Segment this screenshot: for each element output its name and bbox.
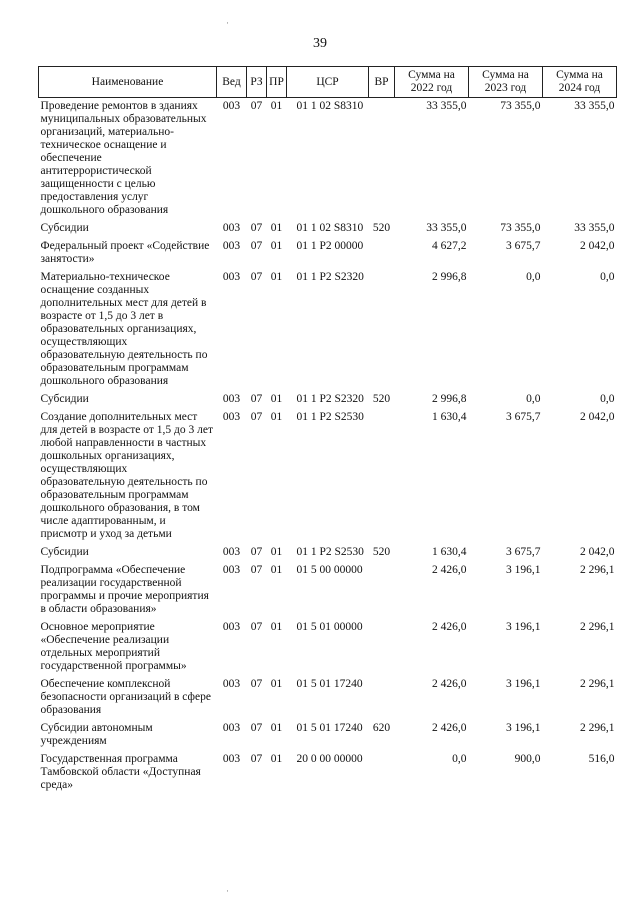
cell-rz: 07 [250, 240, 263, 252]
table-row [39, 391, 617, 409]
cell-pr: 01 [270, 222, 283, 234]
cell-sum-2024: 2 042,0 [580, 240, 615, 252]
cell-ved: 003 [222, 753, 241, 765]
cell-pr: 01 [270, 393, 283, 405]
cell-ved: 003 [222, 271, 241, 283]
cell-sum-2022: 2 996,8 [432, 393, 467, 405]
cell-name: Проведение ремонтов в зданиях муниципальных образовательных организаций, материально-техническое оснащение и обеспечение антитеррористической защищенности с целью предоставления услуг дошкольного образования [40, 100, 207, 216]
cell-ved: 003 [222, 546, 241, 558]
cell-vr: 620 [372, 722, 391, 734]
cell-sum-2022: 2 426,0 [432, 722, 467, 734]
cell-rz: 07 [250, 222, 263, 234]
header-ved: Вед [217, 67, 247, 98]
cell-name: Субсидии [40, 393, 89, 405]
cell-pr: 01 [270, 753, 283, 765]
cell-vr [369, 676, 395, 720]
table-row [39, 720, 617, 751]
cell-ved: 003 [222, 678, 241, 690]
cell-vr [369, 409, 395, 544]
scan-mark: · [226, 18, 229, 28]
table-row [39, 269, 617, 391]
cell-sum-2024: 0,0 [600, 271, 615, 283]
cell-vr [369, 269, 395, 391]
cell-ved: 003 [222, 222, 241, 234]
cell-sum-2023: 3 675,7 [506, 411, 541, 423]
cell-pr: 01 [270, 621, 283, 633]
cell-name: Субсидии [40, 546, 89, 558]
cell-sum-2024: 516,0 [588, 753, 615, 765]
header-sum-2024: Сумма на 2024 год [543, 67, 617, 98]
cell-ved: 003 [222, 393, 241, 405]
cell-csr: 20 0 00 00000 [296, 753, 363, 765]
cell-sum-2023: 73 355,0 [500, 100, 541, 112]
cell-rz: 07 [250, 411, 263, 423]
cell-sum-2022: 2 426,0 [432, 678, 467, 690]
cell-vr [369, 562, 395, 619]
cell-rz: 07 [250, 621, 263, 633]
table-row [39, 238, 617, 269]
cell-csr: 01 1 02 S8310 [296, 222, 364, 234]
cell-csr: 01 5 01 00000 [296, 621, 363, 633]
cell-csr: 01 1 Р2 S2530 [296, 546, 364, 558]
cell-rz: 07 [250, 100, 263, 112]
cell-sum-2022: 2 426,0 [432, 564, 467, 576]
cell-ved: 003 [222, 564, 241, 576]
cell-csr: 01 1 Р2 00000 [296, 240, 364, 252]
table-body [39, 98, 617, 796]
cell-sum-2024: 2 042,0 [580, 411, 615, 423]
cell-pr: 01 [270, 240, 283, 252]
table-row [39, 98, 617, 221]
table-row [39, 676, 617, 720]
cell-sum-2023: 3 675,7 [506, 240, 541, 252]
cell-sum-2024: 2 296,1 [580, 722, 615, 734]
header-name: Наименование [39, 67, 217, 98]
cell-csr: 01 5 00 00000 [296, 564, 363, 576]
header-sum-2022: Сумма на 2022 год [395, 67, 469, 98]
cell-sum-2023: 0,0 [526, 271, 541, 283]
cell-vr: 520 [372, 393, 391, 405]
scan-mark: · [226, 886, 229, 896]
cell-rz: 07 [250, 271, 263, 283]
cell-sum-2024: 2 042,0 [580, 546, 615, 558]
cell-sum-2022: 2 996,8 [432, 271, 467, 283]
cell-pr: 01 [270, 546, 283, 558]
cell-rz: 07 [250, 393, 263, 405]
cell-ved: 003 [222, 100, 241, 112]
cell-csr: 01 1 Р2 S2530 [296, 411, 364, 423]
header-pr: ПР [267, 67, 287, 98]
cell-sum-2022: 33 355,0 [426, 222, 467, 234]
cell-sum-2023: 3 675,7 [506, 546, 541, 558]
cell-sum-2023: 3 196,1 [506, 722, 541, 734]
cell-ved: 003 [222, 240, 241, 252]
cell-csr: 01 1 Р2 S2320 [296, 271, 364, 283]
budget-table [38, 66, 617, 795]
header-sum-2023: Сумма на 2023 год [469, 67, 543, 98]
header-csr: ЦСР [287, 67, 369, 98]
cell-vr [369, 238, 395, 269]
table-row [39, 220, 617, 238]
table-header-row [39, 67, 617, 98]
cell-sum-2022: 4 627,2 [432, 240, 467, 252]
cell-name: Создание дополнительных мест для детей в возрасте от 1,5 до 3 лет любой направленности в частных дошкольных организациях, осуществляющих образовательную деятельность по образовательным программам дошкольного образования, в том числе адаптированным, и присмотр и уход за детьми [40, 411, 213, 540]
cell-sum-2024: 2 296,1 [580, 621, 615, 633]
cell-csr: 01 1 02 S8310 [296, 100, 364, 112]
cell-name: Основное мероприятие «Обеспечение реализации отдельных мероприятий государственной программы» [40, 621, 187, 672]
header-rz: РЗ [247, 67, 267, 98]
cell-pr: 01 [270, 100, 283, 112]
table-row [39, 619, 617, 676]
cell-sum-2023: 3 196,1 [506, 564, 541, 576]
cell-sum-2024: 33 355,0 [574, 222, 615, 234]
cell-ved: 003 [222, 411, 241, 423]
cell-name: Субсидии автономным учреждениям [40, 722, 153, 747]
page-number: 39 [313, 36, 327, 51]
cell-rz: 07 [250, 546, 263, 558]
cell-name: Подпрограмма «Обеспечение реализации государственной программы и прочие мероприятия в области образования» [40, 564, 209, 615]
cell-vr: 520 [372, 546, 391, 558]
cell-name: Субсидии [40, 222, 89, 234]
table-row [39, 409, 617, 544]
cell-sum-2024: 33 355,0 [574, 100, 615, 112]
cell-vr [369, 98, 395, 221]
cell-csr: 01 1 Р2 S2320 [296, 393, 364, 405]
cell-pr: 01 [270, 678, 283, 690]
cell-ved: 003 [222, 621, 241, 633]
cell-pr: 01 [270, 564, 283, 576]
cell-csr: 01 5 01 17240 [296, 722, 363, 734]
cell-rz: 07 [250, 564, 263, 576]
cell-sum-2022: 33 355,0 [426, 100, 467, 112]
cell-pr: 01 [270, 411, 283, 423]
cell-name: Федеральный проект «Содействие занятости» [40, 240, 210, 265]
cell-vr [369, 751, 395, 795]
cell-name: Государственная программа Тамбовской области «Доступная среда» [40, 753, 201, 791]
cell-rz: 07 [250, 722, 263, 734]
cell-sum-2023: 3 196,1 [506, 678, 541, 690]
cell-ved: 003 [222, 722, 241, 734]
cell-sum-2024: 2 296,1 [580, 678, 615, 690]
cell-sum-2022: 0,0 [452, 753, 467, 765]
cell-rz: 07 [250, 753, 263, 765]
cell-pr: 01 [270, 271, 283, 283]
cell-sum-2024: 0,0 [600, 393, 615, 405]
cell-csr: 01 5 01 17240 [296, 678, 363, 690]
cell-vr: 520 [372, 222, 391, 234]
cell-sum-2023: 73 355,0 [500, 222, 541, 234]
cell-sum-2023: 900,0 [514, 753, 541, 765]
cell-sum-2024: 2 296,1 [580, 564, 615, 576]
cell-name: Обеспечение комплексной безопасности организаций в сфере образования [40, 678, 211, 716]
table-row [39, 562, 617, 619]
table-row [39, 751, 617, 795]
cell-rz: 07 [250, 678, 263, 690]
cell-sum-2023: 3 196,1 [506, 621, 541, 633]
cell-pr: 01 [270, 722, 283, 734]
header-vr: ВР [369, 67, 395, 98]
cell-sum-2022: 1 630,4 [432, 546, 467, 558]
table-row [39, 544, 617, 562]
cell-vr [369, 619, 395, 676]
cell-name: Материально-техническое оснащение созданных дополнительных мест для детей в возрасте от 1,5 до 3 лет в образовательных организациях, осуществляющих образовательную деятельность по образовательным программам дошкольного образования [40, 271, 208, 387]
cell-sum-2023: 0,0 [526, 393, 541, 405]
cell-sum-2022: 2 426,0 [432, 621, 467, 633]
cell-sum-2022: 1 630,4 [432, 411, 467, 423]
